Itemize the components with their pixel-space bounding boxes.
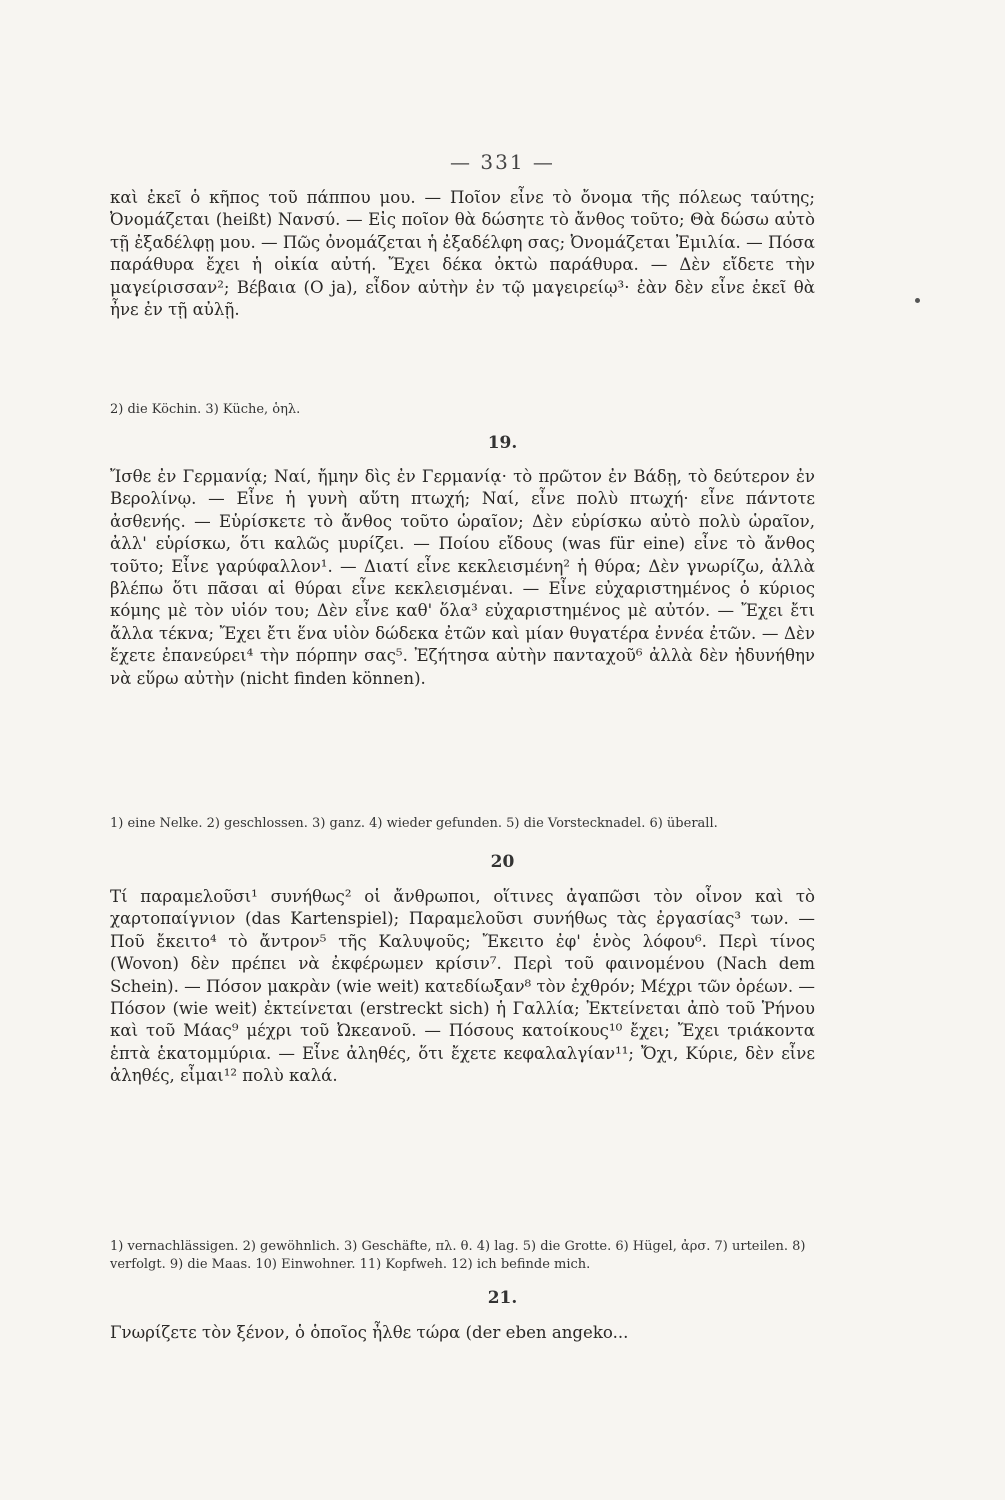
exercise-18-continued [110,187,815,321]
margin-mark [915,298,920,303]
exercise-20 [110,886,815,1088]
exercise-text: Γνωρίζετε τὸν ξένον, ὁ ὁποῖος ἦλθε τώρα (der eben angeko... [110,1323,629,1342]
exercise-19 [110,466,815,690]
exercise-text: Τί παραμελοῦσι¹ συνήθως² οἱ ἄνθρωποι, οἵτινες ἀγαπῶσι τὸν οἶνον καὶ τὸ χαρτοπαίγνιον (das Kartenspiel); Παραμελοῦσι συνήθως τὰς ἐργασίας³ των. — Ποῦ ἔκειτο⁴ τὸ ἄντρον⁵ τῆς Καλυψοῦς; Ἔκειτο ἐφ' ἑνὸς λόφου⁶. Περὶ τίνος (Wovon) δὲν πρέπει νὰ ἐκφέρωμεν κρίσιν⁷. Περὶ τοῦ φαινομένου (Nach dem Schein). — Πόσον μακρὰν (wie weit) κατεδίωξαν⁸ τὸν ἐχθρόν; Μέχρι τῶν ὀρέων. — Πόσον (wie weit) ἐκτείνεται (erstreckt sich) ἡ Γαλλία; Ἐκτείνεται ἀπὸ τοῦ Ῥήνου καὶ τοῦ Μάας⁹ μέχρι τοῦ Ὠκεανοῦ. — Πόσους κατοίκους¹⁰ ἔχει; Ἔχει τριάκοντα ἑπτὰ ἑκατομμύρια. — Εἶνε ἀληθές, ὅτι ἔχετε κεφαλαλγίαν¹¹; Ὄχι, Κύριε, δὲν εἶνε ἀληθές, εἶμαι¹² πολὺ καλά. [110,887,815,1086]
page-number: — 331 — [450,150,555,174]
exercise-text: καὶ ἐκεῖ ὁ κῆπος τοῦ πάππου μου. — Ποῖον εἶνε τὸ ὄνομα τῆς πόλεως ταύτης; Ὀνομάζεται (heißt) Νανσύ. — Εἰς ποῖον θὰ δώσητε τὸ ἄνθος τοῦτο; Θὰ δώσω αὐτὸ τῇ ἐξαδέλφῃ μου. — Πῶς ὀνομάζεται ἡ ἐξαδέλφη σας; Ὀνομάζεται Ἐμιλία. — Πόσα παράθυρα ἔχει ἡ οἰκία αὐτή. Ἔχει δέκα ὀκτὼ παράθυρα. — Δὲν εἴδετε τὴν μαγείρισσαν²; Βέβαια (O ja), εἶδον αὐτὴν ἐν τῷ μαγειρείῳ³· ἐὰν δὲν εἶνε ἐκεῖ θὰ ἦνε ἐν τῇ αὐλῇ. [110,188,815,320]
exercise-18-footnotes [110,401,815,419]
exercise-21-heading: 21. [487,1288,518,1308]
exercise-19-footnotes [110,815,815,833]
exercise-20-heading: 20 [490,852,515,872]
footnotes: 2) die Köchin. 3) Küche, ὁηλ. [110,402,301,417]
exercise-19-heading: 19. [487,433,518,453]
exercise-text: Ἴσθε ἐν Γερμανίᾳ; Ναί, ἤμην δὶς ἐν Γερμανίᾳ· τὸ πρῶτον ἐν Βάδῃ, τὸ δεύτερον ἐν Βερολίνῳ. — Εἶνε ἡ γυνὴ αὕτη πτωχή; Ναί, εἶνε πολὺ πτωχή· εἶνε πάντοτε ἀσθενής. — Εὑρίσκετε τὸ ἄνθος τοῦτο ὡραῖον; Δὲν εὑρίσκω αὐτὸ πολὺ ὡραῖον, ἀλλ' εὑρίσκω, ὅτι καλῶς μυρίζει. — Ποίου εἴδους (was für eine) εἶνε τὸ ἄνθος τοῦτο; Εἶνε γαρύφαλλον¹. — Διατί εἶνε κεκλεισμένη² ἡ θύρα; Δὲν γνωρίζω, ἀλλὰ βλέπω ὅτι πᾶσαι αἱ θύραι εἶνε κεκλεισμέναι. — Εἶνε εὐχαριστημένος ὁ κύριος κόμης μὲ τὸν υἱόν του; Δὲν εἶνε καθ' ὅλα³ εὐχαριστημένος μὲ αὐτόν. — Ἔχει ἔτι ἄλλα τέκνα; Ἔχει ἔτι ἕνα υἱὸν δώδεκα ἐτῶν καὶ μίαν θυγατέρα ἐννέα ἐτῶν. — Δὲν ἔχετε ἐπανεύρει⁴ τὴν πόρπην σας⁵. Ἐζήτησα αὐτὴν πανταχοῦ⁶ ἀλλὰ δὲν ἠδυνήθην νὰ εὕρω αὐτὴν (nicht finden können). [110,467,815,688]
exercise-20-footnotes [110,1238,815,1274]
exercise-21 [110,1322,815,1344]
footnotes: 1) vernachlässigen. 2) gewöhnlich. 3) Geschäfte, πλ. θ. 4) lag. 5) die Grotte. 6) Hügel, ἀρσ. 7) urteilen. 8) verfolgt. 9) die Maas. 10) Einwohner. 11) Kopfweh. 12) ich befinde mich. [110,1239,806,1272]
footnotes: 1) eine Nelke. 2) geschlossen. 3) ganz. 4) wieder gefunden. 5) die Vorstecknadel. 6) überall. [110,816,718,831]
